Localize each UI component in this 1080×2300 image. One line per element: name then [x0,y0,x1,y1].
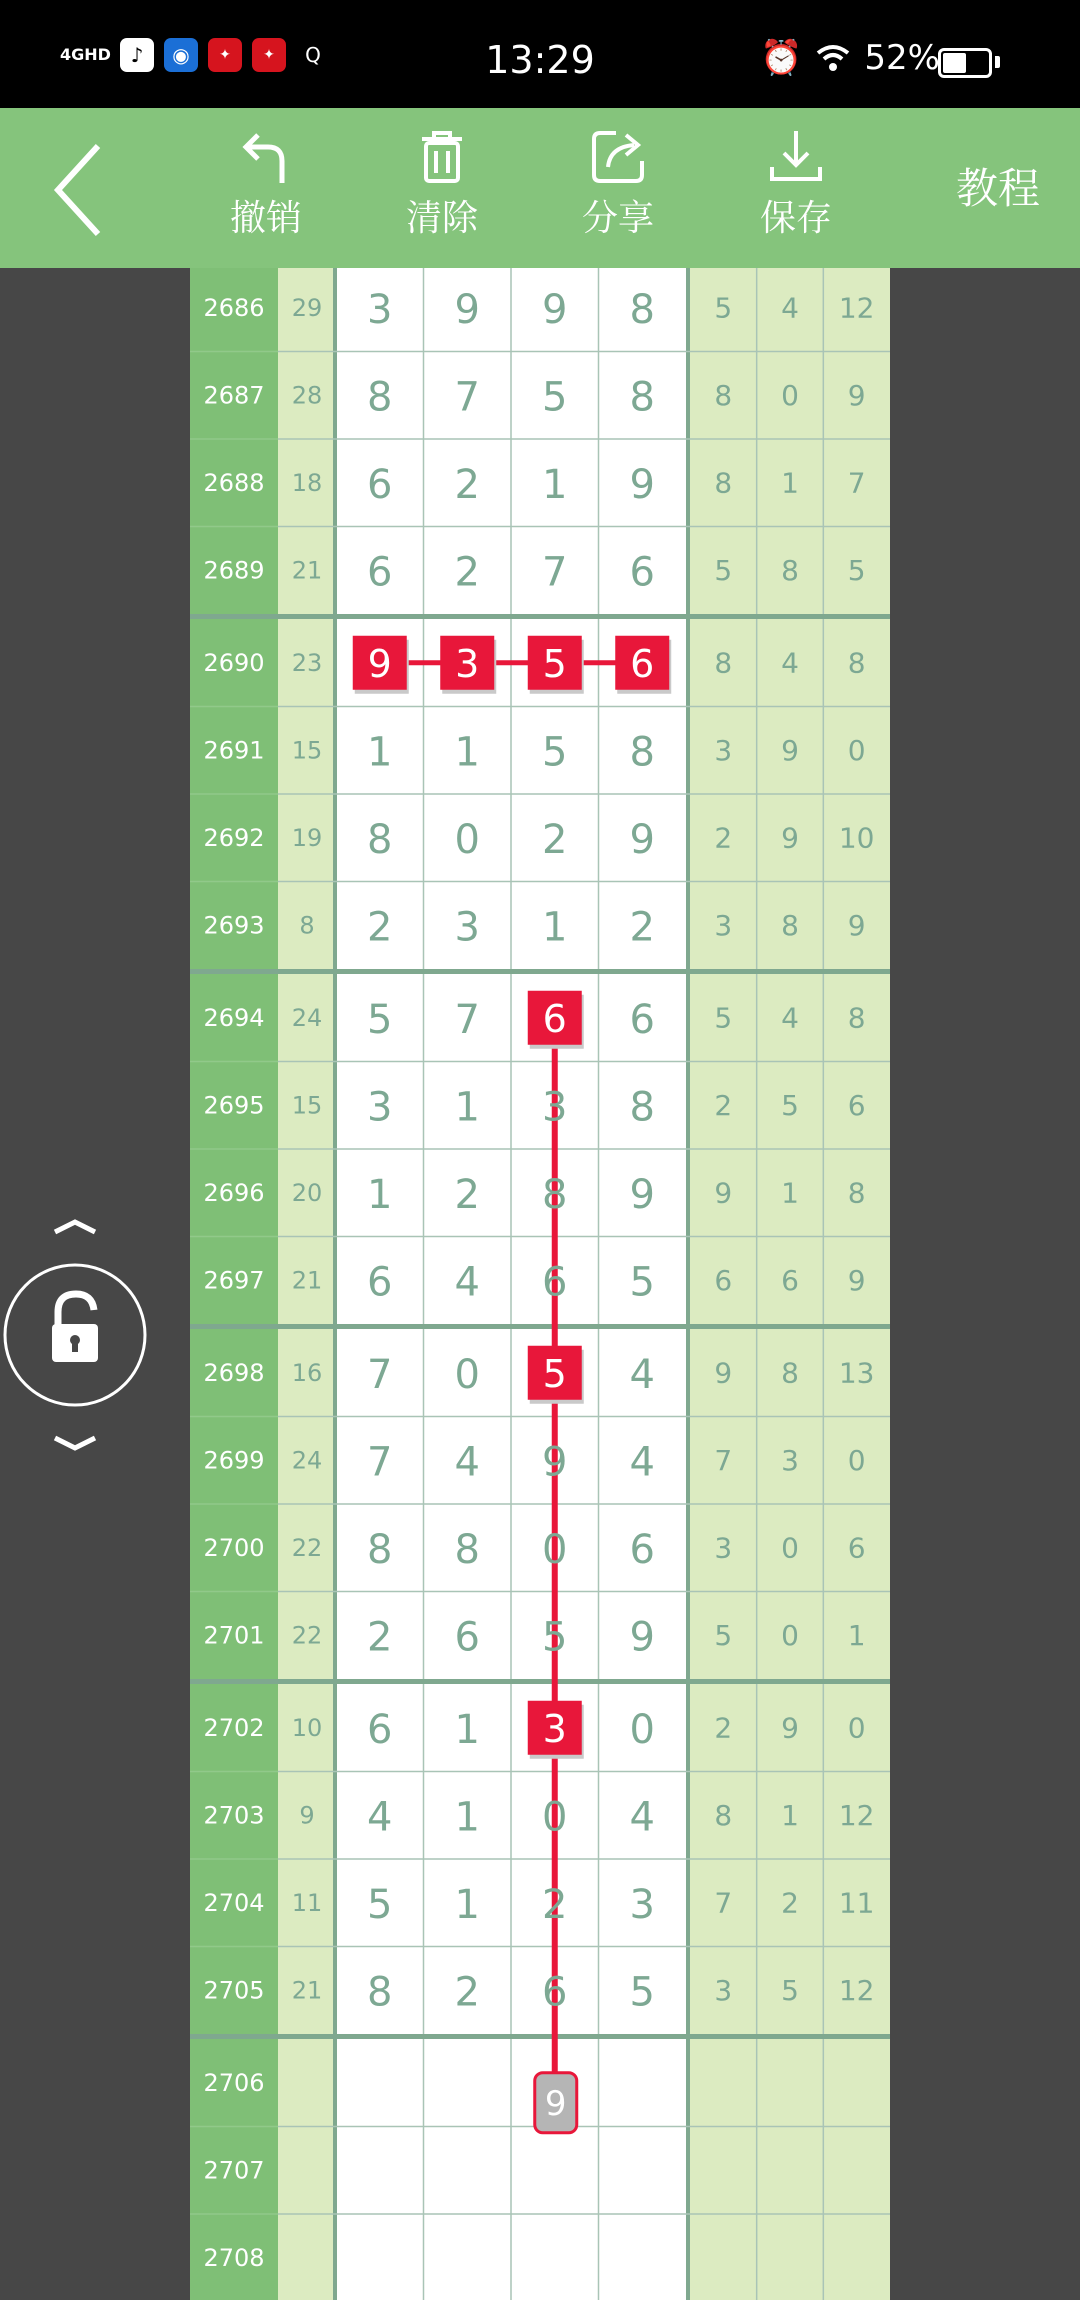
radio-icon: ◉ [164,38,198,72]
stat-value: 12 [838,1798,875,1832]
sum-value: 29 [291,293,323,322]
stat-value: 1 [781,1798,799,1832]
issue-number: 2688 [203,468,265,497]
issue-number: 2692 [203,823,265,852]
digit[interactable]: 4 [367,1794,393,1841]
group-divider [190,1324,890,1329]
digit[interactable]: 6 [367,549,393,596]
issue-number: 2705 [203,1976,265,2005]
digit[interactable]: 4 [629,1794,655,1841]
stat-value: 13 [838,1356,875,1390]
download-icon [766,127,826,187]
issue-number: 2700 [203,1533,265,1562]
group-divider [190,1679,890,1684]
digit[interactable]: 2 [454,1171,480,1218]
issue-number: 2690 [203,648,265,677]
back-chevron-icon [50,140,110,240]
highlighted-digit: 9 [367,641,392,686]
digit[interactable]: 3 [542,1084,568,1131]
share-label: 分享 [581,198,654,239]
stat-value: 6 [781,1263,799,1297]
digit[interactable]: 2 [542,816,568,863]
sum-value: 15 [291,736,323,765]
stat-value: 2 [781,1886,799,1920]
issue-number: 2697 [203,1266,265,1295]
sum-value: 18 [291,468,323,497]
stat-value: 2 [714,1088,733,1122]
stat-value: 8 [714,646,733,680]
stat-value: 12 [838,291,875,325]
stat-value: 9 [781,733,799,767]
stat-value: 5 [847,553,866,587]
issue-number: 2693 [203,911,265,940]
stat-value: 9 [714,1356,733,1390]
qq-icon: Q [305,43,321,67]
issue-number: 2695 [203,1091,265,1120]
lottery-app-icon: ✦ [252,38,286,72]
digit[interactable]: 9 [629,1171,655,1218]
digit[interactable]: 8 [629,374,655,421]
digit[interactable]: 8 [367,374,393,421]
undo-button[interactable] [206,122,326,241]
sum-value: 23 [291,648,323,677]
digit[interactable]: 3 [367,286,393,333]
digit[interactable]: 7 [454,996,480,1043]
digit[interactable]: 0 [454,1351,480,1398]
digit[interactable]: 6 [542,1969,568,2016]
digit[interactable]: 8 [367,1969,393,2016]
digit[interactable]: 0 [542,1794,568,1841]
digit[interactable]: 8 [367,816,393,863]
digit[interactable]: 5 [367,996,393,1043]
stat-value: 5 [781,1088,799,1122]
predicted-digit: 9 [544,2083,567,2124]
stat-value: 9 [847,378,866,412]
save-button[interactable] [736,122,856,241]
battery-percent: 52% [864,38,940,78]
digit[interactable]: 6 [367,1706,393,1753]
digit[interactable]: 1 [454,1084,480,1131]
stat-value: 9 [714,1176,733,1210]
issue-number: 2701 [203,1621,265,1650]
issue-number: 2694 [203,1003,265,1032]
issue-number: 2699 [203,1446,265,1475]
digit[interactable]: 6 [629,996,655,1043]
digit[interactable]: 2 [542,1881,568,1928]
stat-value: 12 [838,1973,875,2007]
sum-value: 10 [291,1713,323,1742]
digit[interactable]: 9 [629,816,655,863]
stat-value: 4 [781,646,799,680]
stat-value: 0 [847,1443,866,1477]
lottery-app-icon: ✦ [208,38,242,72]
stat-value: 7 [714,1443,733,1477]
tutorial-button[interactable]: 教程 [955,164,1040,213]
stat-value: 8 [847,1176,866,1210]
sum-value: 9 [299,1801,315,1830]
digit[interactable]: 7 [454,374,480,421]
sum-value: 24 [291,1003,323,1032]
digit[interactable]: 1 [542,461,568,508]
stat-value: 3 [781,1443,799,1477]
stat-value: 0 [847,733,866,767]
save-label: 保存 [759,198,832,239]
digit[interactable]: 3 [454,904,480,951]
stat-value: 5 [714,291,733,325]
stat-value: 8 [714,378,733,412]
issue-number: 2687 [203,381,265,410]
chevron-down-icon[interactable] [55,1438,95,1448]
stat-value: 1 [781,1176,799,1210]
digit[interactable]: 8 [542,1171,568,1218]
digit[interactable]: 1 [367,1171,393,1218]
stat-value: 3 [714,733,733,767]
stat-value: 5 [714,1618,733,1652]
highlighted-digit: 6 [542,996,567,1041]
stat-value: 0 [781,1531,799,1565]
undo-label: 撤销 [229,198,302,239]
stat-value: 0 [781,378,799,412]
stat-value: 7 [714,1886,733,1920]
stat-value: 8 [847,646,866,680]
sum-value: 22 [291,1533,323,1562]
issue-number: 2706 [203,2068,265,2097]
highlighted-digit: 6 [630,641,655,686]
sum-value: 24 [291,1446,323,1475]
digit[interactable]: 2 [629,904,655,951]
status-bar [0,0,1080,108]
digit[interactable]: 5 [542,374,568,421]
digit[interactable]: 4 [629,1439,655,1486]
issue-number: 2689 [203,556,265,585]
unlock-icon [52,1294,98,1362]
sum-value: 11 [291,1888,323,1917]
digit[interactable]: 2 [454,549,480,596]
digit[interactable]: 6 [454,1614,480,1661]
battery-tip [995,56,1000,68]
stat-value: 0 [781,1618,799,1652]
stat-value: 6 [847,1531,866,1565]
trend-grid-canvas[interactable] [190,268,890,2300]
digit[interactable]: 5 [542,1614,568,1661]
digit[interactable]: 6 [629,549,655,596]
digit[interactable]: 5 [367,1881,393,1928]
alarm-icon: ⏰ [760,38,803,78]
toolbar [0,108,1080,268]
digit[interactable]: 2 [454,461,480,508]
stat-value: 5 [714,553,733,587]
highlighted-digit: 5 [542,641,567,686]
stat-value: 8 [714,466,733,500]
sum-value: 21 [291,1976,323,2005]
divider [333,268,337,2300]
digit[interactable]: 1 [454,1881,480,1928]
stat-value: 0 [847,1711,866,1745]
digit[interactable]: 0 [542,1526,568,1573]
highlighted-digit: 3 [542,1706,567,1751]
stat-value: 3 [714,1531,733,1565]
digit[interactable]: 4 [454,1259,480,1306]
divider [686,268,690,2300]
highlighted-digit: 5 [542,1351,567,1396]
music-icon: ♪ [120,38,154,72]
digit[interactable]: 6 [367,461,393,508]
issue-number: 2696 [203,1178,265,1207]
digit[interactable]: 8 [629,286,655,333]
stat-value: 6 [847,1088,866,1122]
stat-value: 9 [847,1263,866,1297]
digit[interactable]: 0 [454,816,480,863]
back-button[interactable] [50,140,110,240]
digit[interactable]: 6 [367,1259,393,1306]
digit[interactable]: 9 [629,1614,655,1661]
sum-value: 8 [299,911,315,940]
stat-value: 1 [847,1618,866,1652]
sum-value: 28 [291,381,323,410]
group-divider [190,614,890,619]
sum-value: 15 [291,1091,323,1120]
clock: 13:29 [485,38,595,82]
group-divider [190,969,890,974]
undo-icon [236,127,296,187]
stat-value: 1 [781,466,799,500]
digit[interactable]: 4 [629,1351,655,1398]
digit[interactable]: 9 [542,1439,568,1486]
stat-value: 9 [781,821,799,855]
digit[interactable]: 6 [542,1259,568,1306]
stat-value: 10 [838,821,875,855]
digit[interactable]: 7 [367,1351,393,1398]
sum-value: 22 [291,1621,323,1650]
stat-value: 11 [838,1886,875,1920]
sum-value: 21 [291,556,323,585]
digit[interactable]: 0 [629,1706,655,1753]
stat-value: 2 [714,1711,733,1745]
stat-value: 8 [781,908,799,942]
digit[interactable]: 9 [629,461,655,508]
stat-value: 7 [847,466,866,500]
digit[interactable]: 4 [454,1439,480,1486]
group-divider [190,2034,890,2039]
digit[interactable]: 1 [542,904,568,951]
stat-value: 2 [714,821,733,855]
stat-value: 5 [714,1001,733,1035]
digit[interactable]: 3 [367,1084,393,1131]
stat-value: 4 [781,291,799,325]
digit[interactable]: 7 [542,549,568,596]
digit[interactable]: 1 [454,1794,480,1841]
digit[interactable]: 2 [454,1969,480,2016]
digit[interactable]: 7 [367,1439,393,1486]
issue-number: 2704 [203,1888,265,1917]
digit[interactable]: 5 [629,1969,655,2016]
digit[interactable]: 3 [629,1881,655,1928]
digit[interactable]: 2 [367,1614,393,1661]
digit[interactable]: 5 [542,729,568,776]
stat-value: 8 [781,1356,799,1390]
digit[interactable]: 9 [454,286,480,333]
stat-value: 9 [781,1711,799,1745]
stat-value: 8 [714,1798,733,1832]
stat-value: 8 [781,553,799,587]
digit[interactable]: 8 [629,1084,655,1131]
share-button[interactable] [558,122,678,241]
network-indicator: 4GHD [60,45,111,64]
sum-value: 16 [291,1358,323,1387]
issue-number: 2691 [203,736,265,765]
digit[interactable]: 8 [454,1526,480,1573]
digit[interactable]: 8 [367,1526,393,1573]
stat-value: 5 [781,1973,799,2007]
digit[interactable]: 9 [542,286,568,333]
digit[interactable]: 1 [367,729,393,776]
clear-label: 清除 [405,198,478,239]
issue-number: 2708 [203,2243,265,2272]
status-right [760,38,940,78]
stat-value: 9 [847,908,866,942]
battery-icon [938,48,992,78]
sum-value: 20 [291,1178,323,1207]
stat-value: 3 [714,1973,733,2007]
digit[interactable]: 1 [454,729,480,776]
issue-number: 2686 [203,293,265,322]
trash-icon [412,127,472,187]
digit[interactable]: 6 [629,1526,655,1573]
issue-number: 2703 [203,1801,265,1830]
sum-value: 21 [291,1266,323,1295]
digit[interactable]: 2 [367,904,393,951]
issue-number: 2707 [203,2156,265,2185]
chevron-up-icon[interactable] [55,1222,95,1232]
clear-button[interactable] [382,122,502,241]
digit[interactable]: 1 [454,1706,480,1753]
trend-chart-grid[interactable] [190,268,890,2300]
digit[interactable]: 5 [629,1259,655,1306]
issue-number: 2698 [203,1358,265,1387]
sum-value: 19 [291,823,323,852]
stat-value: 8 [847,1001,866,1035]
share-icon [588,127,648,187]
lock-control [0,1210,150,1460]
issue-number: 2702 [203,1713,265,1742]
stat-value: 4 [781,1001,799,1035]
digit[interactable]: 8 [629,729,655,776]
highlighted-digit: 3 [455,641,480,686]
wifi-icon [816,44,850,72]
stat-value: 6 [714,1263,733,1297]
stat-value: 3 [714,908,733,942]
